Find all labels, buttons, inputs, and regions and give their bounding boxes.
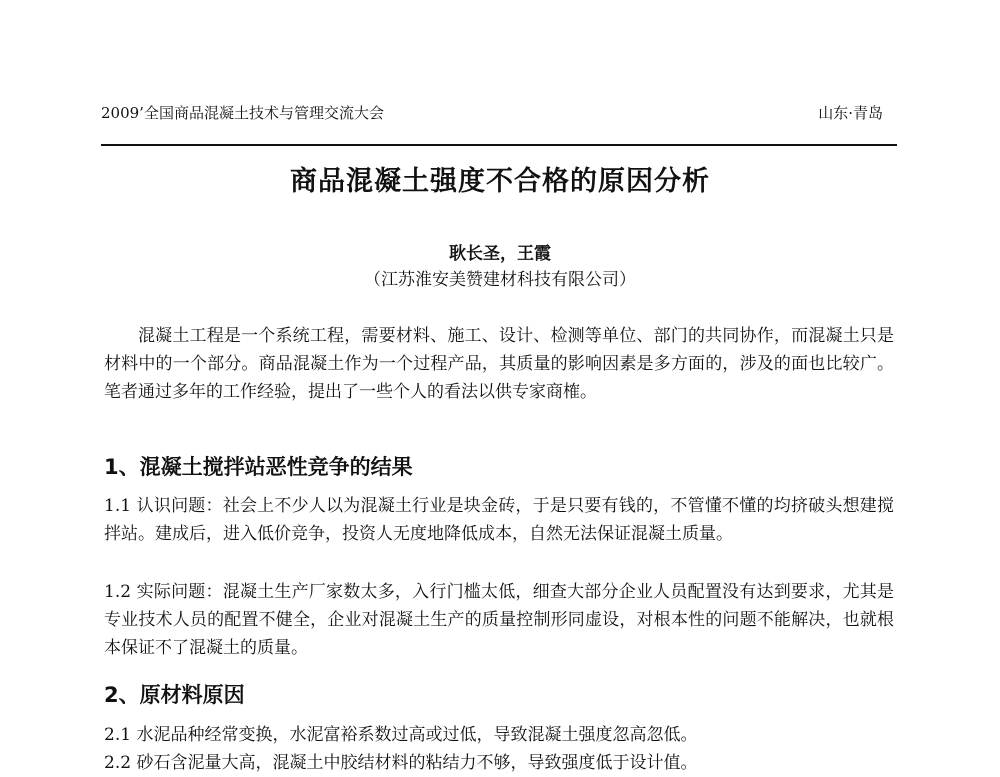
author-affiliation: （江苏淮安美赞建材科技有限公司）: [364, 270, 636, 290]
section-1-paragraph-1: 1.1 认识问题：社会上不少人以为混凝土行业是块金砖，于是只要有钱的，不管懂不懂的均挤破头想建搅拌站。建成后，进入低价竞争，投资人无度地降低成本，自然无法保证混凝土质量。: [104, 496, 894, 544]
section-2-paragraph-2: 2.2 砂石含泥量大高，混凝土中胶结材料的粘结力不够，导致强度低于设计值。: [104, 753, 698, 773]
running-header: [101, 101, 897, 125]
conference-location: 山东·青岛: [818, 104, 883, 122]
author-list: 耿长圣，王霞: [449, 244, 551, 264]
section-heading-2: 2、原材料原因: [104, 683, 245, 707]
header-rule: [101, 144, 897, 146]
section-heading-1: 1、混凝土搅拌站恶性竞争的结果: [104, 455, 413, 479]
section-1-paragraph-2: 1.2 实际问题：混凝土生产厂家数太多，入行门槛太低，细查大部分企业人员配置没有达到要求，尤其是专业技术人员的配置不健全，企业对混凝土生产的质量控制形同虚设，对根本性的问题不能解决，也就根本保证不了混凝土的质量。: [104, 582, 894, 658]
section-2-paragraph-1: 2.1 水泥品种经常变换，水泥富裕系数过高或过低，导致混凝土强度忽高忽低。: [104, 725, 698, 745]
intro-paragraph: 混凝土工程是一个系统工程，需要材料、施工、设计、检测等单位、部门的共同协作，而混凝土只是材料中的一个部分。商品混凝土作为一个过程产品，其质量的影响因素是多方面的，涉及的面也比较广。笔者通过多年的工作经验，提出了一些个人的看法以供专家商榷。: [104, 326, 894, 402]
paper-title: 商品混凝土强度不合格的原因分析: [290, 166, 710, 197]
conference-name: 2009’全国商品混凝土技术与管理交流大会: [101, 104, 384, 122]
